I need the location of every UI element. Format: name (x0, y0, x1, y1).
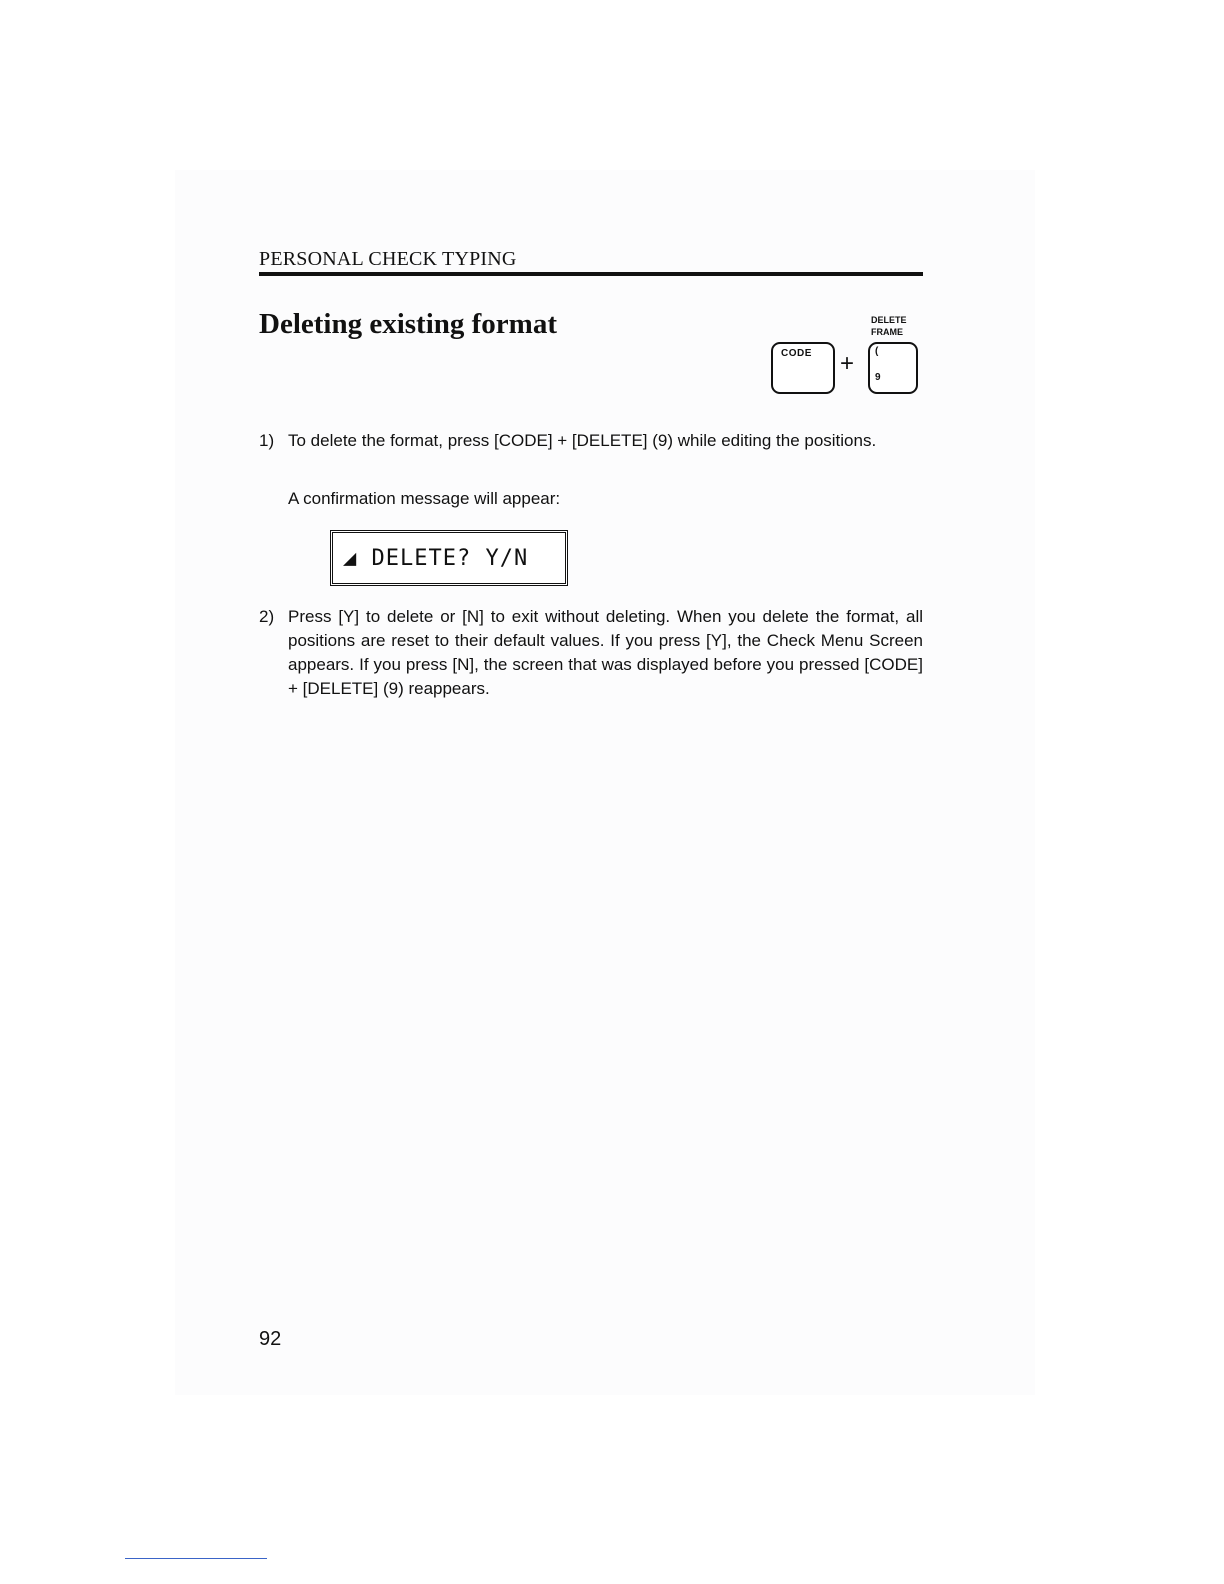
section-header: PERSONAL CHECK TYPING (259, 248, 517, 270)
key-combo-diagram (766, 310, 926, 400)
header-rule (259, 272, 923, 276)
key-function-label (871, 314, 907, 338)
confirmation-intro: A confirmation message will appear: (288, 489, 561, 508)
plus-sign: + (840, 350, 855, 377)
page-title: Deleting existing format (259, 308, 557, 340)
page-number: 92 (259, 1328, 282, 1350)
step-text: To delete the format, press [CODE] + [DELETE] (9) while editing the positions. (288, 431, 877, 450)
code-key-label: CODE (781, 348, 812, 359)
step-text: Press [Y] to delete or [N] to exit without deleting. When you delete the format, all positions are reset to their default values. If you press [Y], the Check Menu Screen appears. If you press [N], the screen that was displayed before you pressed [CODE] + [DELETE] (9) reappears. (288, 607, 923, 698)
step-item (259, 605, 923, 701)
step-item (259, 429, 923, 453)
nine-key-bottom-label: 9 (875, 372, 881, 383)
nine-key-icon (868, 342, 918, 394)
code-key-icon (771, 342, 835, 394)
lcd-display (330, 530, 568, 586)
key-function-label-line1: DELETE (871, 315, 907, 325)
step-number: 1) (259, 431, 275, 450)
key-function-label-line2: FRAME (871, 327, 903, 337)
lcd-message: ◢ DELETE? Y/N (343, 546, 529, 571)
nine-key-top-label: ( (875, 346, 879, 357)
step-number: 2) (259, 607, 275, 626)
bottom-rule (125, 1558, 267, 1559)
